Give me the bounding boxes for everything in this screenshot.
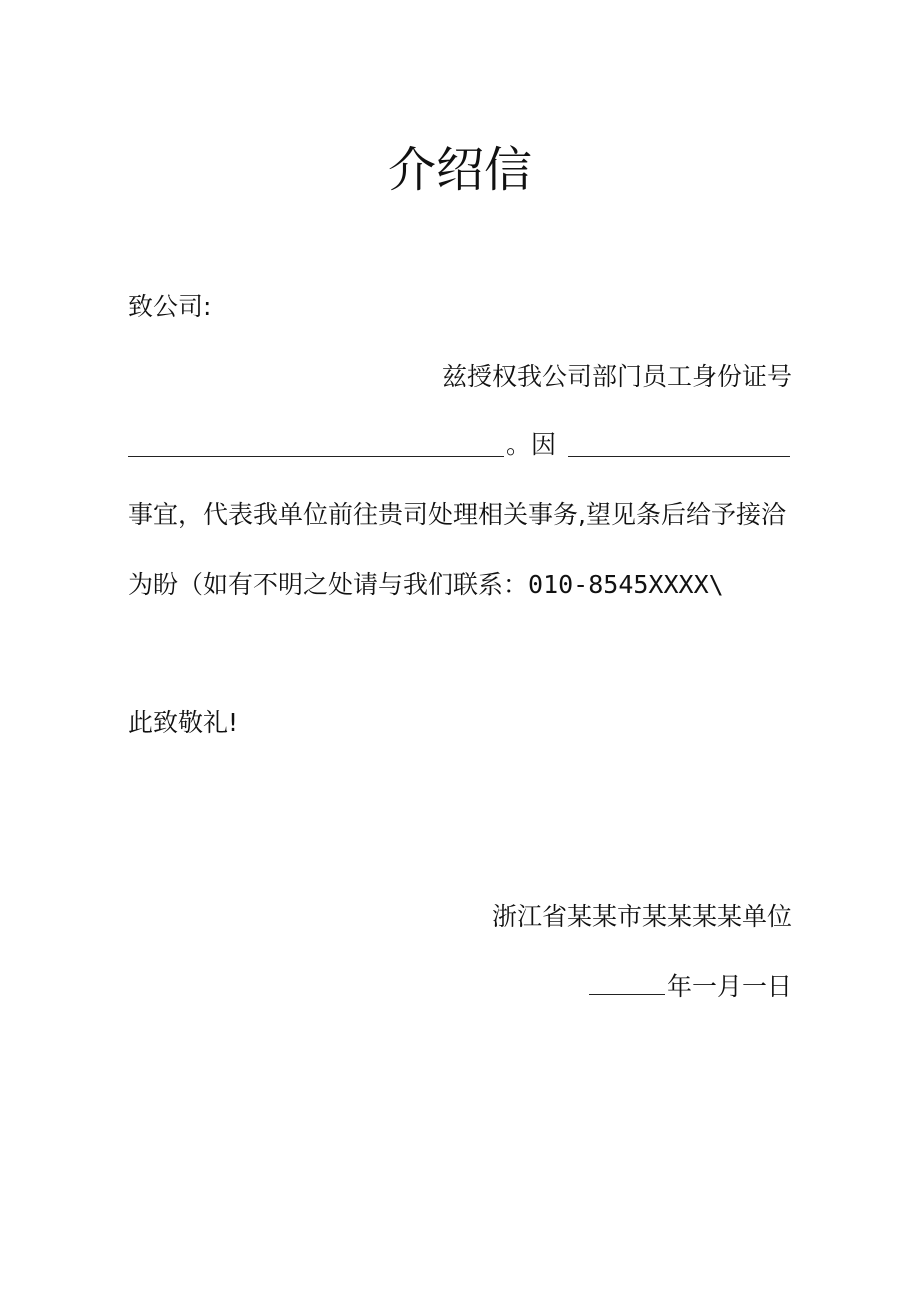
contact-line bbox=[128, 568, 724, 602]
date-text: 年一月一日 bbox=[666, 972, 792, 1001]
year-blank[interactable] bbox=[589, 966, 665, 995]
signer-organization: 浙江省某某市某某某某单位 bbox=[491, 902, 792, 931]
closing-text: 此致敬礼! bbox=[128, 708, 239, 737]
date-line bbox=[589, 966, 792, 1004]
id-number-blank[interactable] bbox=[128, 456, 504, 457]
reason-blank[interactable] bbox=[568, 456, 790, 457]
contact-phone: 010-8545XXXX\ bbox=[528, 570, 724, 599]
contact-text: 为盼（如有不明之处请与我们联系： bbox=[128, 570, 529, 599]
matter-text: 事宜，代表我单位前往贵司处理相关事务,望见条后给予接洽 bbox=[128, 500, 786, 529]
id-reason-row bbox=[128, 428, 792, 462]
reason-label: 。因 bbox=[506, 430, 557, 459]
authorization-text: 兹授权我公司部门员工身份证号 bbox=[441, 362, 792, 391]
salutation: 致公司: bbox=[128, 292, 212, 321]
letter-title: 介绍信 bbox=[387, 142, 532, 198]
